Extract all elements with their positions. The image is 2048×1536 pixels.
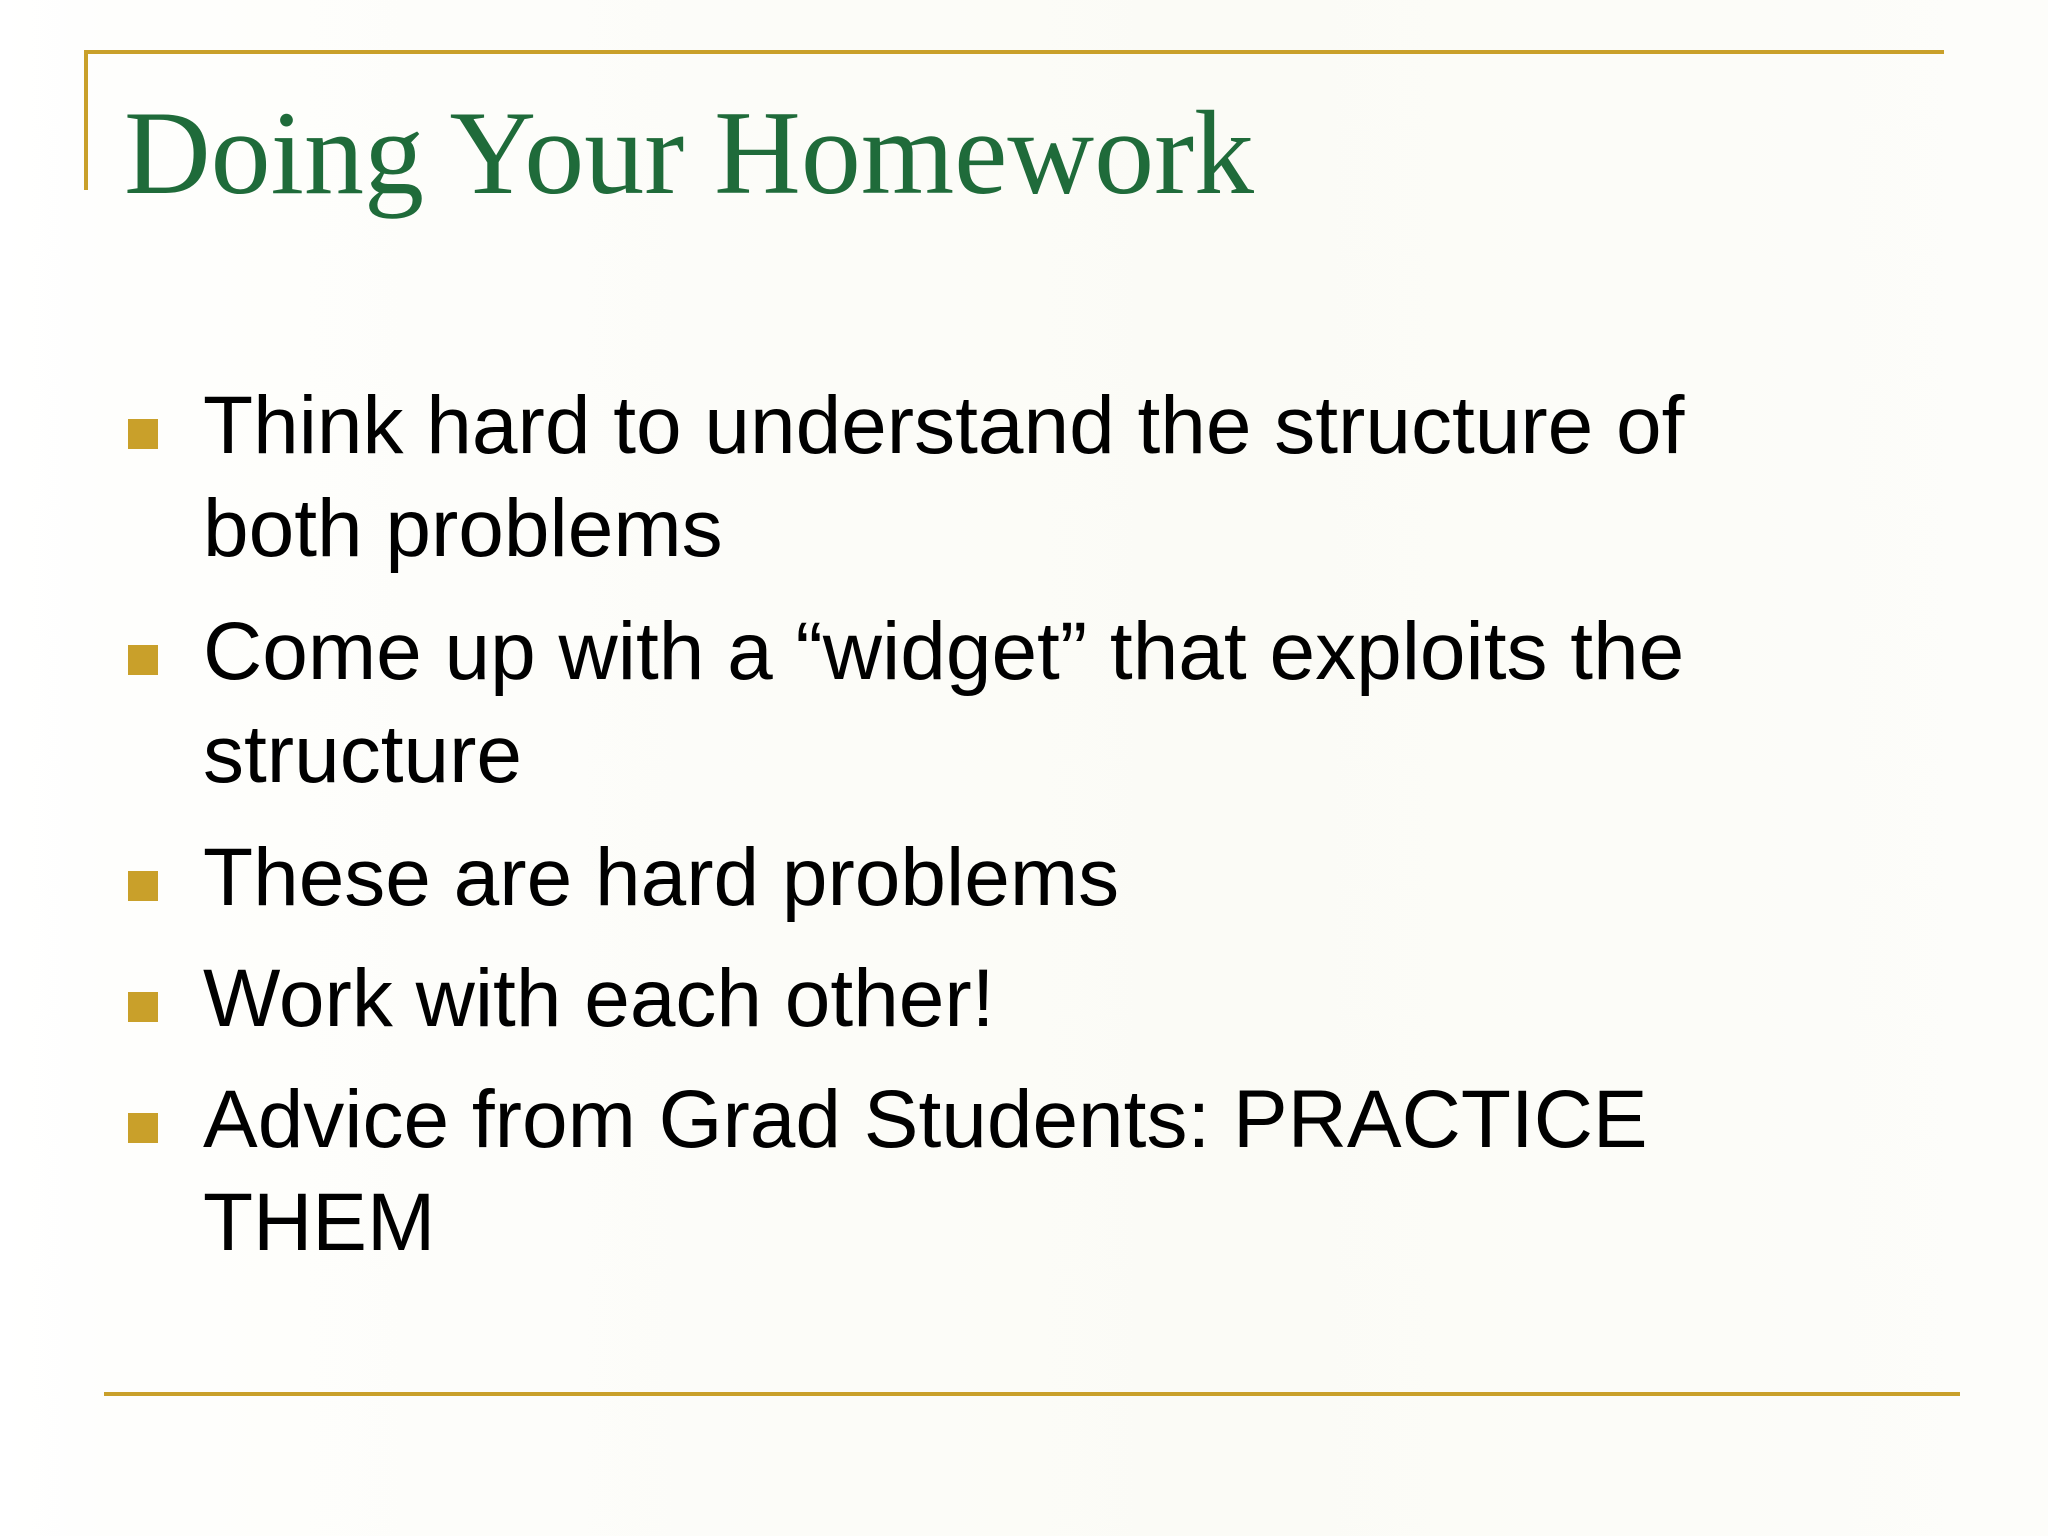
square-bullet-icon	[128, 1113, 158, 1143]
bullet-text: Work with each other!	[203, 953, 995, 1044]
bullet-item	[128, 1068, 1828, 1274]
bullet-item	[128, 374, 1828, 580]
square-bullet-icon	[128, 871, 158, 901]
bullet-text: Come up with a “widget” that exploits the structure	[203, 606, 1685, 800]
bullet-text: These are hard problems	[203, 832, 1120, 923]
bullet-text: Advice from Grad Students: PRACTICE THEM	[203, 1074, 1648, 1268]
bullet-list	[128, 374, 1828, 1294]
bullet-item	[128, 600, 1828, 806]
top-accent-rule	[84, 50, 1944, 54]
bottom-accent-rule	[104, 1392, 1960, 1396]
square-bullet-icon	[128, 419, 158, 449]
square-bullet-icon	[128, 645, 158, 675]
bullet-text: Think hard to understand the structure of both problems	[203, 380, 1685, 574]
bullet-item	[128, 947, 1828, 1050]
slide-title: Doing Your Homework	[124, 86, 1255, 219]
left-accent-rule	[84, 50, 88, 190]
bullet-item	[128, 826, 1828, 929]
square-bullet-icon	[128, 992, 158, 1022]
